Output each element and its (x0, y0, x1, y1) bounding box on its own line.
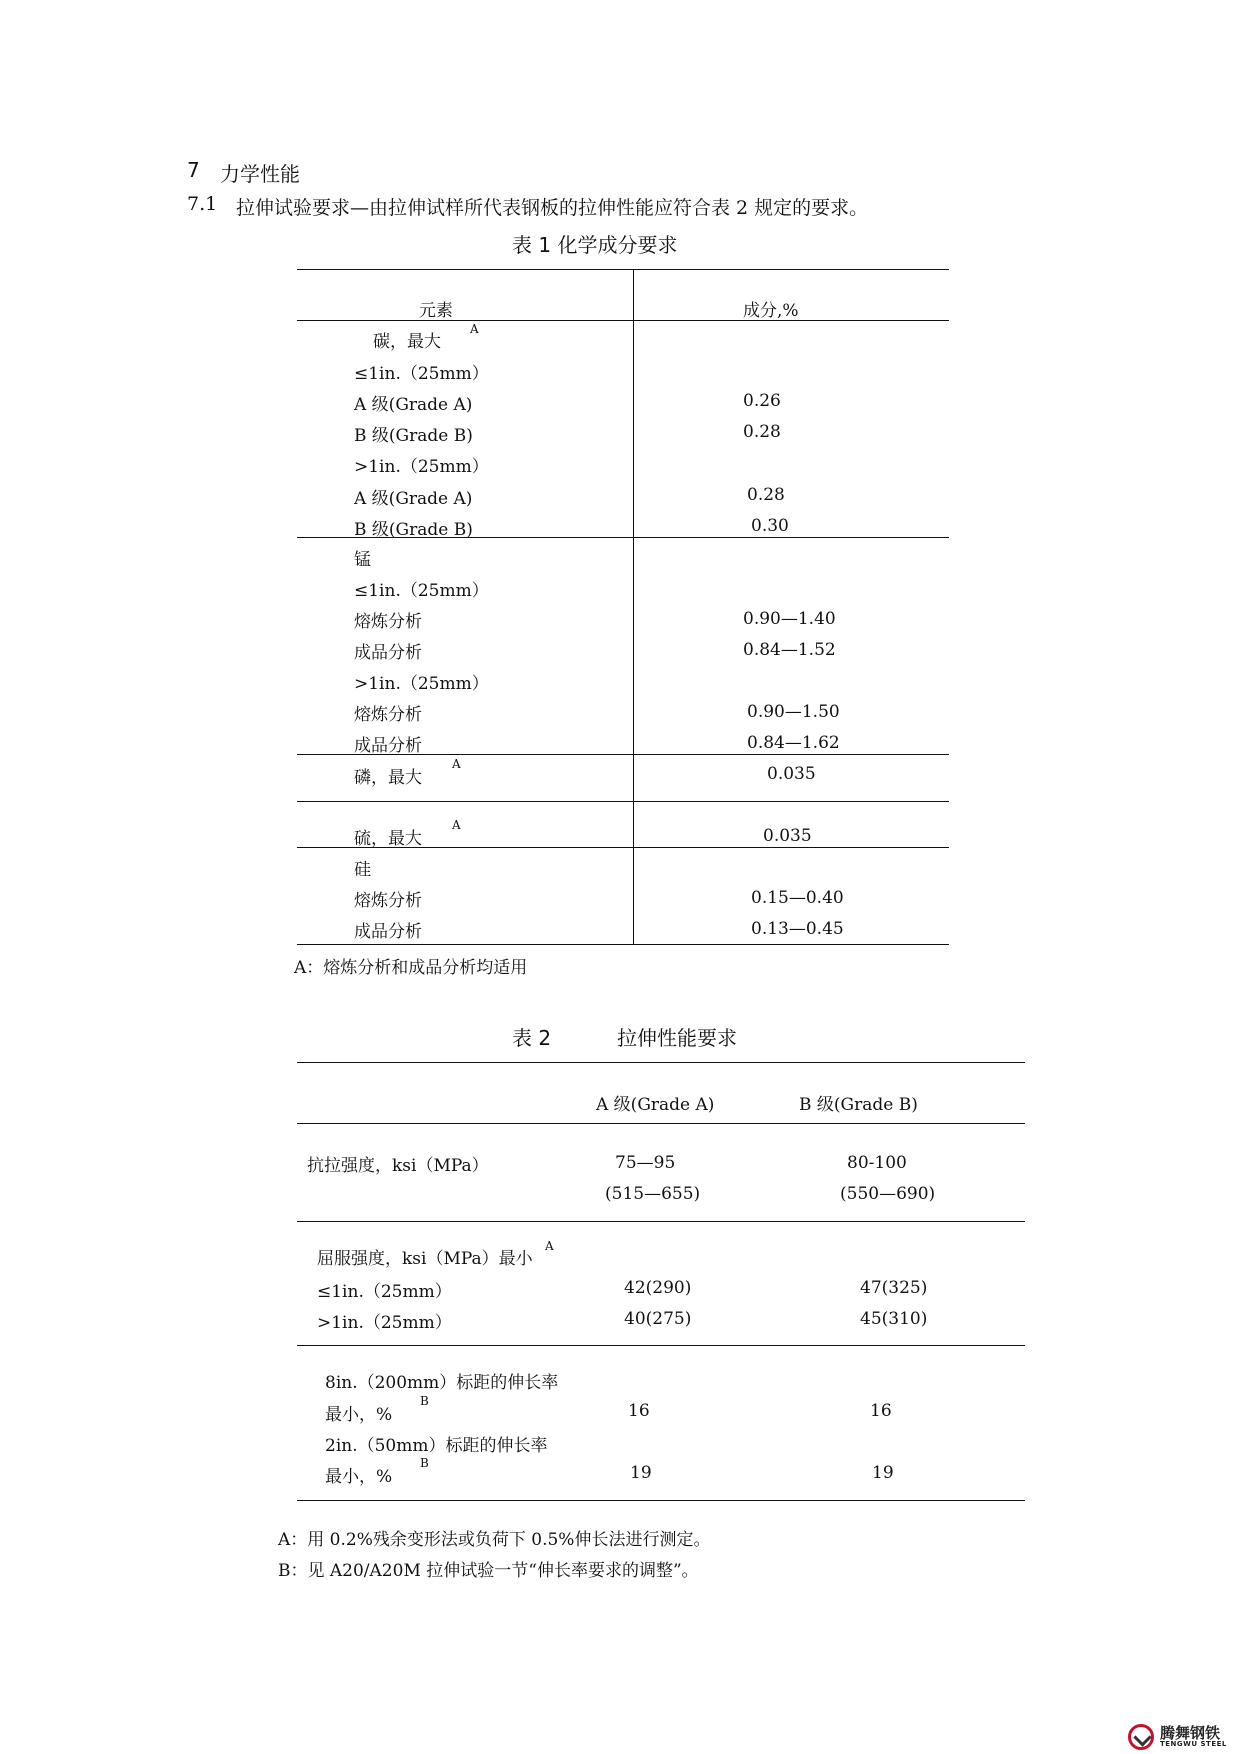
tensile-grade-a-ksi: 75—95 (615, 1153, 676, 1173)
carbon-le1-grade-a-value: 0.26 (743, 391, 781, 411)
elongation-2in-label: 2in.（50mm）标距的伸长率 (325, 1436, 548, 1456)
manganese-gt1-product: 成品分析 (354, 736, 422, 756)
yield-gt1-grade-a: 40(275) (624, 1309, 692, 1329)
tensile-grade-b-mpa: (550—690) (840, 1184, 936, 1204)
silicon-product: 成品分析 (354, 922, 422, 942)
elongation-2in-footnote-mark: B (420, 1456, 429, 1470)
table1-bottom-rule (297, 944, 949, 945)
carbon-gt1-grade-a: A 级(Grade A) (354, 489, 473, 509)
table2-rule-tensile (297, 1221, 1025, 1222)
table2-footnote-a: A：用 0.2%残余变形法或负荷下 0.5%伸长法进行测定。 (278, 1530, 711, 1550)
silicon-heat-value: 0.15—0.40 (751, 888, 844, 908)
table2-header-rule (297, 1123, 1025, 1124)
phosphorus-label: 磷，最大 (354, 768, 422, 788)
table1-header-composition: 成分,% (743, 301, 799, 321)
table2-header-grade-a: A 级(Grade A) (596, 1095, 715, 1115)
manganese-le1-heat-value: 0.90—1.40 (743, 609, 836, 629)
sulfur-value: 0.035 (763, 826, 812, 846)
subsection-number: 7.1 (187, 193, 218, 215)
manganese-le1-product: 成品分析 (354, 643, 422, 663)
table2-header-grade-b: B 级(Grade B) (799, 1095, 918, 1115)
table1-rule-phosphorus (297, 801, 949, 802)
yield-strength-label: 屈服强度，ksi（MPa）最小 (317, 1249, 533, 1269)
tensile-grade-a-mpa: (515—655) (605, 1184, 701, 1204)
table1-footnote: A：熔炼分析和成品分析均适用 (294, 958, 528, 978)
silicon-label: 硅 (354, 860, 371, 880)
table2-title: 拉伸性能要求 (617, 1026, 737, 1050)
table1-column-divider (633, 269, 634, 944)
yield-gt1-label: >1in.（25mm） (317, 1313, 452, 1333)
tensile-grade-b-ksi: 80-100 (847, 1153, 907, 1173)
table1-top-rule (297, 269, 949, 270)
table2-rule-yield (297, 1345, 1025, 1346)
elongation-8in-footnote-mark: B (420, 1394, 429, 1408)
carbon-le1-grade-a: A 级(Grade A) (354, 395, 473, 415)
yield-gt1-grade-b: 45(310) (860, 1309, 928, 1329)
company-logo (1128, 1722, 1240, 1754)
manganese-le1-product-value: 0.84—1.52 (743, 640, 836, 660)
carbon-footnote-mark: A (470, 322, 479, 336)
manganese-le1-label: ≤1in.（25mm） (354, 581, 489, 601)
sulfur-label: 硫，最大 (354, 829, 422, 849)
carbon-label: 碳，最大 (373, 332, 441, 352)
manganese-gt1-heat-value: 0.90—1.50 (747, 702, 840, 722)
subsection-text: 拉伸试验要求—由拉伸试样所代表钢板的拉伸性能应符合表 2 规定的要求。 (236, 197, 869, 219)
logo-emblem-icon (1128, 1724, 1154, 1750)
manganese-le1-heat: 熔炼分析 (354, 612, 422, 632)
table2-title-label: 表 2 (512, 1026, 552, 1050)
table2-bottom-rule (297, 1500, 1025, 1501)
silicon-product-value: 0.13—0.45 (751, 919, 844, 939)
tensile-strength-label: 抗拉强度，ksi（MPa） (307, 1156, 489, 1176)
table1-header-rule (297, 320, 949, 321)
yield-le1-label: ≤1in.（25mm） (317, 1282, 452, 1302)
section-title: 力学性能 (220, 162, 300, 186)
yield-le1-grade-a: 42(290) (624, 1278, 692, 1298)
carbon-le1-grade-b: B 级(Grade B) (354, 426, 473, 446)
carbon-gt1-grade-a-value: 0.28 (747, 485, 785, 505)
yield-footnote-mark: A (545, 1239, 554, 1253)
elongation-2in-grade-b: 19 (872, 1463, 894, 1483)
elongation-8in-min: 最小，% (325, 1405, 393, 1425)
elongation-2in-min: 最小，% (325, 1467, 393, 1487)
table1-header-element: 元素 (419, 301, 453, 321)
elongation-2in-grade-a: 19 (630, 1463, 652, 1483)
carbon-le1-grade-b-value: 0.28 (743, 422, 781, 442)
manganese-gt1-heat: 熔炼分析 (354, 705, 422, 725)
manganese-label: 锰 (354, 550, 371, 570)
elongation-8in-label: 8in.（200mm）标距的伸长率 (325, 1373, 559, 1393)
manganese-gt1-label: >1in.（25mm） (354, 674, 489, 694)
carbon-le1-label: ≤1in.（25mm） (354, 364, 489, 384)
elongation-8in-grade-b: 16 (870, 1401, 892, 1421)
sulfur-footnote-mark: A (452, 818, 461, 832)
carbon-gt1-grade-b: B 级(Grade B) (354, 520, 473, 540)
phosphorus-value: 0.035 (767, 764, 816, 784)
table2-footnote-b: B：见 A20/A20M 拉伸试验一节“伸长率要求的调整”。 (278, 1561, 699, 1581)
table1-title: 表 1 化学成分要求 (512, 233, 678, 257)
yield-le1-grade-b: 47(325) (860, 1278, 928, 1298)
manganese-gt1-product-value: 0.84—1.62 (747, 733, 840, 753)
table2-top-rule (297, 1062, 1025, 1063)
logo-text-en: TENGWU STEEL (1160, 1740, 1227, 1748)
carbon-gt1-grade-b-value: 0.30 (751, 516, 789, 536)
elongation-8in-grade-a: 16 (628, 1401, 650, 1421)
phosphorus-footnote-mark: A (452, 757, 461, 771)
section-number: 7 (187, 158, 200, 182)
silicon-heat: 熔炼分析 (354, 891, 422, 911)
logo-text-cn: 腾舞钢铁 (1160, 1724, 1221, 1742)
carbon-gt1-label: >1in.（25mm） (354, 457, 489, 477)
